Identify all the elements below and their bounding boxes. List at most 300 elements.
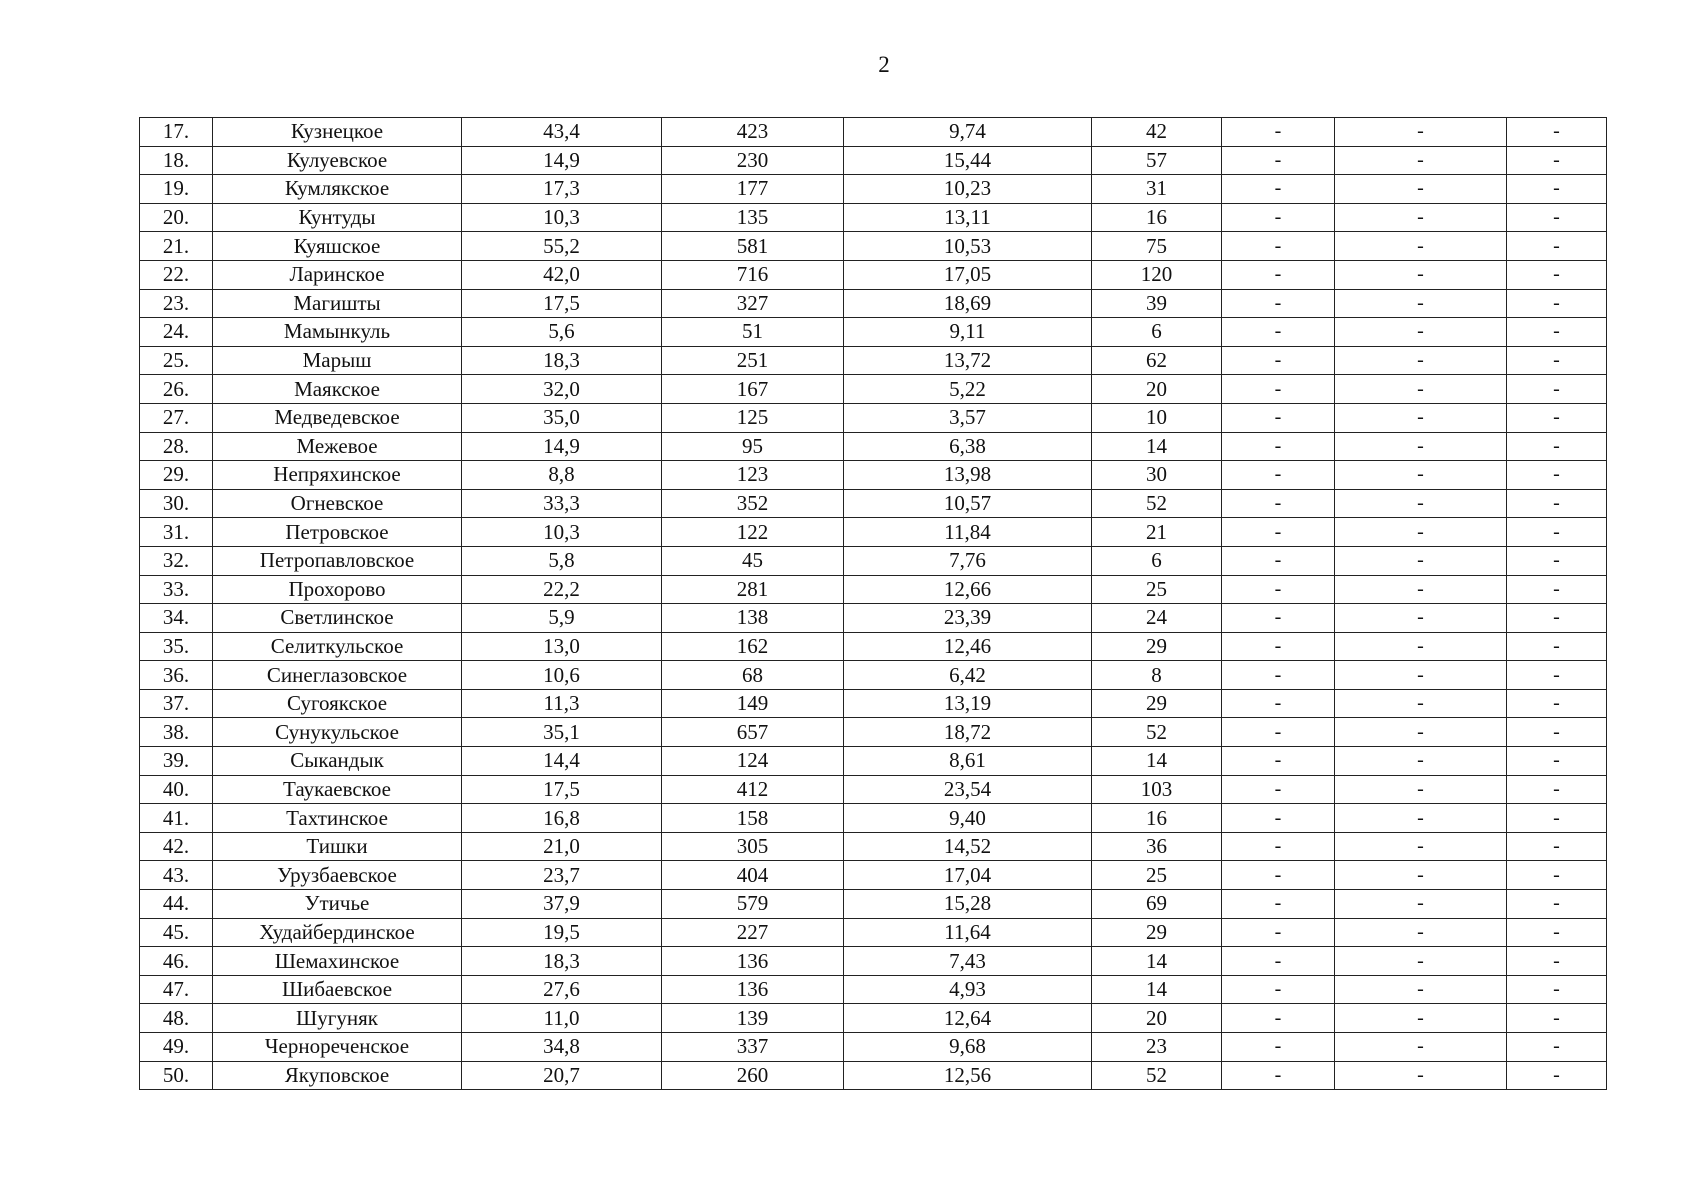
settlement-name-cell: Якуповское (213, 1061, 462, 1090)
table-row (140, 975, 1607, 1004)
value-cell-1: 5,6 (462, 318, 662, 347)
dash-cell-1: - (1222, 1033, 1335, 1062)
dash-cell-2: - (1335, 375, 1507, 404)
value-cell-1: 18,3 (462, 947, 662, 976)
dash-cell-3: - (1507, 260, 1607, 289)
table-row (140, 203, 1607, 232)
row-number-cell: 47. (140, 975, 213, 1004)
settlement-name-cell: Петровское (213, 518, 462, 547)
value-cell-1: 55,2 (462, 232, 662, 261)
dash-cell-1: - (1222, 975, 1335, 1004)
value-cell-2: 327 (662, 289, 844, 318)
value-cell-1: 17,5 (462, 289, 662, 318)
dash-cell-1: - (1222, 260, 1335, 289)
value-cell-3: 17,05 (844, 260, 1092, 289)
dash-cell-3: - (1507, 146, 1607, 175)
settlement-name-cell: Непряхинское (213, 461, 462, 490)
dash-cell-3: - (1507, 689, 1607, 718)
dash-cell-2: - (1335, 689, 1507, 718)
value-cell-4: 14 (1092, 747, 1222, 776)
value-cell-1: 35,1 (462, 718, 662, 747)
value-cell-4: 25 (1092, 575, 1222, 604)
table-row (140, 489, 1607, 518)
value-cell-1: 10,6 (462, 661, 662, 690)
value-cell-4: 29 (1092, 918, 1222, 947)
dash-cell-1: - (1222, 1004, 1335, 1033)
dash-cell-1: - (1222, 804, 1335, 833)
value-cell-1: 14,9 (462, 146, 662, 175)
value-cell-3: 18,72 (844, 718, 1092, 747)
row-number-cell: 18. (140, 146, 213, 175)
row-number-cell: 26. (140, 375, 213, 404)
settlement-name-cell: Тишки (213, 832, 462, 861)
dash-cell-2: - (1335, 203, 1507, 232)
value-cell-4: 52 (1092, 1061, 1222, 1090)
dash-cell-3: - (1507, 118, 1607, 147)
settlement-name-cell: Синеглазовское (213, 661, 462, 690)
value-cell-1: 35,0 (462, 403, 662, 432)
value-cell-2: 138 (662, 604, 844, 633)
row-number-cell: 44. (140, 890, 213, 919)
value-cell-1: 43,4 (462, 118, 662, 147)
settlement-name-cell: Светлинское (213, 604, 462, 633)
dash-cell-1: - (1222, 318, 1335, 347)
dash-cell-3: - (1507, 775, 1607, 804)
value-cell-2: 124 (662, 747, 844, 776)
value-cell-2: 158 (662, 804, 844, 833)
settlement-name-cell: Ларинское (213, 260, 462, 289)
settlement-name-cell: Огневское (213, 489, 462, 518)
value-cell-3: 13,72 (844, 346, 1092, 375)
dash-cell-3: - (1507, 318, 1607, 347)
value-cell-3: 4,93 (844, 975, 1092, 1004)
value-cell-2: 123 (662, 461, 844, 490)
value-cell-1: 13,0 (462, 632, 662, 661)
value-cell-4: 52 (1092, 718, 1222, 747)
value-cell-4: 57 (1092, 146, 1222, 175)
settlement-name-cell: Худайбердинское (213, 918, 462, 947)
table-row (140, 546, 1607, 575)
dash-cell-2: - (1335, 118, 1507, 147)
table-row (140, 575, 1607, 604)
dash-cell-2: - (1335, 346, 1507, 375)
value-cell-2: 716 (662, 260, 844, 289)
dash-cell-3: - (1507, 546, 1607, 575)
value-cell-4: 30 (1092, 461, 1222, 490)
dash-cell-3: - (1507, 575, 1607, 604)
value-cell-3: 12,66 (844, 575, 1092, 604)
value-cell-4: 31 (1092, 175, 1222, 204)
table-row (140, 661, 1607, 690)
dash-cell-3: - (1507, 604, 1607, 633)
value-cell-1: 14,4 (462, 747, 662, 776)
dash-cell-3: - (1507, 1061, 1607, 1090)
value-cell-2: 260 (662, 1061, 844, 1090)
dash-cell-1: - (1222, 775, 1335, 804)
dash-cell-2: - (1335, 175, 1507, 204)
dash-cell-1: - (1222, 1061, 1335, 1090)
row-number-cell: 49. (140, 1033, 213, 1062)
settlement-name-cell: Кузнецкое (213, 118, 462, 147)
settlement-name-cell: Сугоякское (213, 689, 462, 718)
value-cell-1: 10,3 (462, 518, 662, 547)
dash-cell-3: - (1507, 461, 1607, 490)
value-cell-3: 9,74 (844, 118, 1092, 147)
row-number-cell: 33. (140, 575, 213, 604)
table-row (140, 775, 1607, 804)
dash-cell-1: - (1222, 890, 1335, 919)
dash-cell-3: - (1507, 861, 1607, 890)
settlement-name-cell: Межевое (213, 432, 462, 461)
dash-cell-2: - (1335, 232, 1507, 261)
value-cell-1: 33,3 (462, 489, 662, 518)
value-cell-3: 6,42 (844, 661, 1092, 690)
settlement-name-cell: Шемахинское (213, 947, 462, 976)
dash-cell-2: - (1335, 432, 1507, 461)
dash-cell-1: - (1222, 346, 1335, 375)
value-cell-4: 16 (1092, 203, 1222, 232)
value-cell-2: 581 (662, 232, 844, 261)
table-row (140, 232, 1607, 261)
dash-cell-3: - (1507, 403, 1607, 432)
dash-cell-3: - (1507, 661, 1607, 690)
value-cell-3: 12,46 (844, 632, 1092, 661)
value-cell-3: 8,61 (844, 747, 1092, 776)
dash-cell-2: - (1335, 318, 1507, 347)
dash-cell-3: - (1507, 375, 1607, 404)
dash-cell-2: - (1335, 775, 1507, 804)
dash-cell-1: - (1222, 289, 1335, 318)
settlement-name-cell: Прохорово (213, 575, 462, 604)
value-cell-1: 11,0 (462, 1004, 662, 1033)
dash-cell-1: - (1222, 232, 1335, 261)
row-number-cell: 41. (140, 804, 213, 833)
value-cell-3: 15,28 (844, 890, 1092, 919)
dash-cell-1: - (1222, 403, 1335, 432)
settlement-name-cell: Таукаевское (213, 775, 462, 804)
value-cell-4: 23 (1092, 1033, 1222, 1062)
settlement-name-cell: Урузбаевское (213, 861, 462, 890)
dash-cell-3: - (1507, 918, 1607, 947)
value-cell-3: 10,53 (844, 232, 1092, 261)
settlement-name-cell: Марыш (213, 346, 462, 375)
table-row (140, 518, 1607, 547)
dash-cell-2: - (1335, 604, 1507, 633)
settlement-name-cell: Кулуевское (213, 146, 462, 175)
dash-cell-1: - (1222, 518, 1335, 547)
value-cell-4: 69 (1092, 890, 1222, 919)
value-cell-2: 95 (662, 432, 844, 461)
value-cell-2: 657 (662, 718, 844, 747)
value-cell-1: 5,9 (462, 604, 662, 633)
value-cell-1: 20,7 (462, 1061, 662, 1090)
value-cell-4: 14 (1092, 975, 1222, 1004)
table-row (140, 718, 1607, 747)
value-cell-1: 10,3 (462, 203, 662, 232)
value-cell-3: 6,38 (844, 432, 1092, 461)
value-cell-1: 37,9 (462, 890, 662, 919)
dash-cell-3: - (1507, 632, 1607, 661)
value-cell-1: 16,8 (462, 804, 662, 833)
dash-cell-2: - (1335, 661, 1507, 690)
row-number-cell: 29. (140, 461, 213, 490)
table-row (140, 918, 1607, 947)
dash-cell-1: - (1222, 546, 1335, 575)
value-cell-1: 19,5 (462, 918, 662, 947)
value-cell-3: 13,11 (844, 203, 1092, 232)
value-cell-3: 11,64 (844, 918, 1092, 947)
value-cell-4: 36 (1092, 832, 1222, 861)
value-cell-2: 423 (662, 118, 844, 147)
value-cell-1: 18,3 (462, 346, 662, 375)
dash-cell-1: - (1222, 861, 1335, 890)
dash-cell-2: - (1335, 489, 1507, 518)
value-cell-2: 281 (662, 575, 844, 604)
page-number: 2 (878, 52, 890, 77)
value-cell-2: 352 (662, 489, 844, 518)
value-cell-3: 12,56 (844, 1061, 1092, 1090)
row-number-cell: 31. (140, 518, 213, 547)
value-cell-4: 24 (1092, 604, 1222, 633)
value-cell-1: 17,5 (462, 775, 662, 804)
value-cell-2: 412 (662, 775, 844, 804)
value-cell-1: 21,0 (462, 832, 662, 861)
dash-cell-1: - (1222, 575, 1335, 604)
value-cell-2: 136 (662, 947, 844, 976)
dash-cell-2: - (1335, 890, 1507, 919)
row-number-cell: 37. (140, 689, 213, 718)
row-number-cell: 23. (140, 289, 213, 318)
dash-cell-3: - (1507, 804, 1607, 833)
value-cell-1: 5,8 (462, 546, 662, 575)
dash-cell-2: - (1335, 632, 1507, 661)
dash-cell-1: - (1222, 632, 1335, 661)
value-cell-2: 579 (662, 890, 844, 919)
table-row (140, 375, 1607, 404)
value-cell-3: 18,69 (844, 289, 1092, 318)
dash-cell-3: - (1507, 489, 1607, 518)
table-row (140, 632, 1607, 661)
value-cell-4: 103 (1092, 775, 1222, 804)
row-number-cell: 25. (140, 346, 213, 375)
value-cell-4: 6 (1092, 546, 1222, 575)
dash-cell-2: - (1335, 461, 1507, 490)
table-row (140, 346, 1607, 375)
value-cell-2: 227 (662, 918, 844, 947)
table-row (140, 604, 1607, 633)
row-number-cell: 28. (140, 432, 213, 461)
value-cell-4: 21 (1092, 518, 1222, 547)
value-cell-2: 251 (662, 346, 844, 375)
dash-cell-1: - (1222, 118, 1335, 147)
value-cell-2: 162 (662, 632, 844, 661)
value-cell-4: 29 (1092, 689, 1222, 718)
dash-cell-1: - (1222, 461, 1335, 490)
dash-cell-1: - (1222, 689, 1335, 718)
table-row (140, 1061, 1607, 1090)
value-cell-1: 27,6 (462, 975, 662, 1004)
settlement-name-cell: Куяшское (213, 232, 462, 261)
dash-cell-3: - (1507, 289, 1607, 318)
settlement-name-cell: Кумлякское (213, 175, 462, 204)
value-cell-1: 42,0 (462, 260, 662, 289)
dash-cell-1: - (1222, 918, 1335, 947)
dash-cell-2: - (1335, 718, 1507, 747)
dash-cell-2: - (1335, 918, 1507, 947)
dash-cell-3: - (1507, 975, 1607, 1004)
dash-cell-1: - (1222, 718, 1335, 747)
row-number-cell: 21. (140, 232, 213, 261)
value-cell-4: 20 (1092, 1004, 1222, 1033)
dash-cell-3: - (1507, 175, 1607, 204)
value-cell-2: 135 (662, 203, 844, 232)
dash-cell-3: - (1507, 346, 1607, 375)
value-cell-2: 68 (662, 661, 844, 690)
value-cell-2: 125 (662, 403, 844, 432)
value-cell-3: 13,19 (844, 689, 1092, 718)
value-cell-3: 17,04 (844, 861, 1092, 890)
row-number-cell: 42. (140, 832, 213, 861)
dash-cell-2: - (1335, 832, 1507, 861)
row-number-cell: 34. (140, 604, 213, 633)
dash-cell-1: - (1222, 432, 1335, 461)
dash-cell-2: - (1335, 575, 1507, 604)
value-cell-1: 8,8 (462, 461, 662, 490)
settlement-name-cell: Петропавловское (213, 546, 462, 575)
value-cell-4: 10 (1092, 403, 1222, 432)
dash-cell-2: - (1335, 1033, 1507, 1062)
value-cell-1: 17,3 (462, 175, 662, 204)
value-cell-3: 10,23 (844, 175, 1092, 204)
data-table (139, 117, 1607, 1090)
dash-cell-2: - (1335, 289, 1507, 318)
dash-cell-1: - (1222, 203, 1335, 232)
value-cell-2: 230 (662, 146, 844, 175)
dash-cell-1: - (1222, 604, 1335, 633)
value-cell-1: 14,9 (462, 432, 662, 461)
row-number-cell: 17. (140, 118, 213, 147)
settlement-name-cell: Медведевское (213, 403, 462, 432)
dash-cell-3: - (1507, 890, 1607, 919)
value-cell-2: 177 (662, 175, 844, 204)
dash-cell-3: - (1507, 747, 1607, 776)
dash-cell-3: - (1507, 832, 1607, 861)
settlement-name-cell: Чернореченское (213, 1033, 462, 1062)
row-number-cell: 46. (140, 947, 213, 976)
value-cell-2: 167 (662, 375, 844, 404)
value-cell-3: 12,64 (844, 1004, 1092, 1033)
value-cell-1: 23,7 (462, 861, 662, 890)
table-row (140, 832, 1607, 861)
dash-cell-1: - (1222, 146, 1335, 175)
value-cell-1: 34,8 (462, 1033, 662, 1062)
value-cell-3: 9,68 (844, 1033, 1092, 1062)
value-cell-4: 52 (1092, 489, 1222, 518)
value-cell-2: 404 (662, 861, 844, 890)
settlement-name-cell: Маякское (213, 375, 462, 404)
value-cell-4: 25 (1092, 861, 1222, 890)
table-row (140, 1004, 1607, 1033)
value-cell-4: 62 (1092, 346, 1222, 375)
dash-cell-3: - (1507, 518, 1607, 547)
value-cell-3: 23,39 (844, 604, 1092, 633)
dash-cell-2: - (1335, 403, 1507, 432)
dash-cell-2: - (1335, 747, 1507, 776)
dash-cell-1: - (1222, 947, 1335, 976)
value-cell-4: 75 (1092, 232, 1222, 261)
table-row (140, 1033, 1607, 1062)
row-number-cell: 50. (140, 1061, 213, 1090)
settlement-name-cell: Магишты (213, 289, 462, 318)
value-cell-4: 20 (1092, 375, 1222, 404)
value-cell-3: 13,98 (844, 461, 1092, 490)
row-number-cell: 38. (140, 718, 213, 747)
dash-cell-3: - (1507, 432, 1607, 461)
table-row (140, 947, 1607, 976)
table-row (140, 175, 1607, 204)
dash-cell-1: - (1222, 375, 1335, 404)
value-cell-4: 14 (1092, 947, 1222, 976)
row-number-cell: 48. (140, 1004, 213, 1033)
settlement-name-cell: Сыкандык (213, 747, 462, 776)
dash-cell-3: - (1507, 203, 1607, 232)
row-number-cell: 35. (140, 632, 213, 661)
settlement-name-cell: Сунукульское (213, 718, 462, 747)
dash-cell-2: - (1335, 260, 1507, 289)
row-number-cell: 32. (140, 546, 213, 575)
value-cell-1: 32,0 (462, 375, 662, 404)
dash-cell-2: - (1335, 947, 1507, 976)
table-body (140, 118, 1607, 1090)
dash-cell-3: - (1507, 1033, 1607, 1062)
dash-cell-1: - (1222, 747, 1335, 776)
value-cell-2: 149 (662, 689, 844, 718)
table-row (140, 260, 1607, 289)
table-row (140, 890, 1607, 919)
value-cell-4: 120 (1092, 260, 1222, 289)
settlement-name-cell: Шугуняк (213, 1004, 462, 1033)
row-number-cell: 27. (140, 403, 213, 432)
value-cell-3: 7,43 (844, 947, 1092, 976)
dash-cell-1: - (1222, 175, 1335, 204)
value-cell-1: 22,2 (462, 575, 662, 604)
settlement-name-cell: Шибаевское (213, 975, 462, 1004)
value-cell-3: 15,44 (844, 146, 1092, 175)
table-row (140, 861, 1607, 890)
value-cell-2: 139 (662, 1004, 844, 1033)
dash-cell-2: - (1335, 804, 1507, 833)
table-row (140, 146, 1607, 175)
value-cell-3: 9,40 (844, 804, 1092, 833)
value-cell-3: 23,54 (844, 775, 1092, 804)
table-row (140, 289, 1607, 318)
row-number-cell: 30. (140, 489, 213, 518)
table-row (140, 118, 1607, 147)
value-cell-3: 5,22 (844, 375, 1092, 404)
settlement-name-cell: Тахтинское (213, 804, 462, 833)
value-cell-3: 7,76 (844, 546, 1092, 575)
value-cell-2: 51 (662, 318, 844, 347)
value-cell-3: 9,11 (844, 318, 1092, 347)
value-cell-4: 29 (1092, 632, 1222, 661)
table-row (140, 747, 1607, 776)
dash-cell-2: - (1335, 546, 1507, 575)
dash-cell-3: - (1507, 1004, 1607, 1033)
value-cell-2: 136 (662, 975, 844, 1004)
row-number-cell: 36. (140, 661, 213, 690)
value-cell-3: 10,57 (844, 489, 1092, 518)
dash-cell-3: - (1507, 947, 1607, 976)
